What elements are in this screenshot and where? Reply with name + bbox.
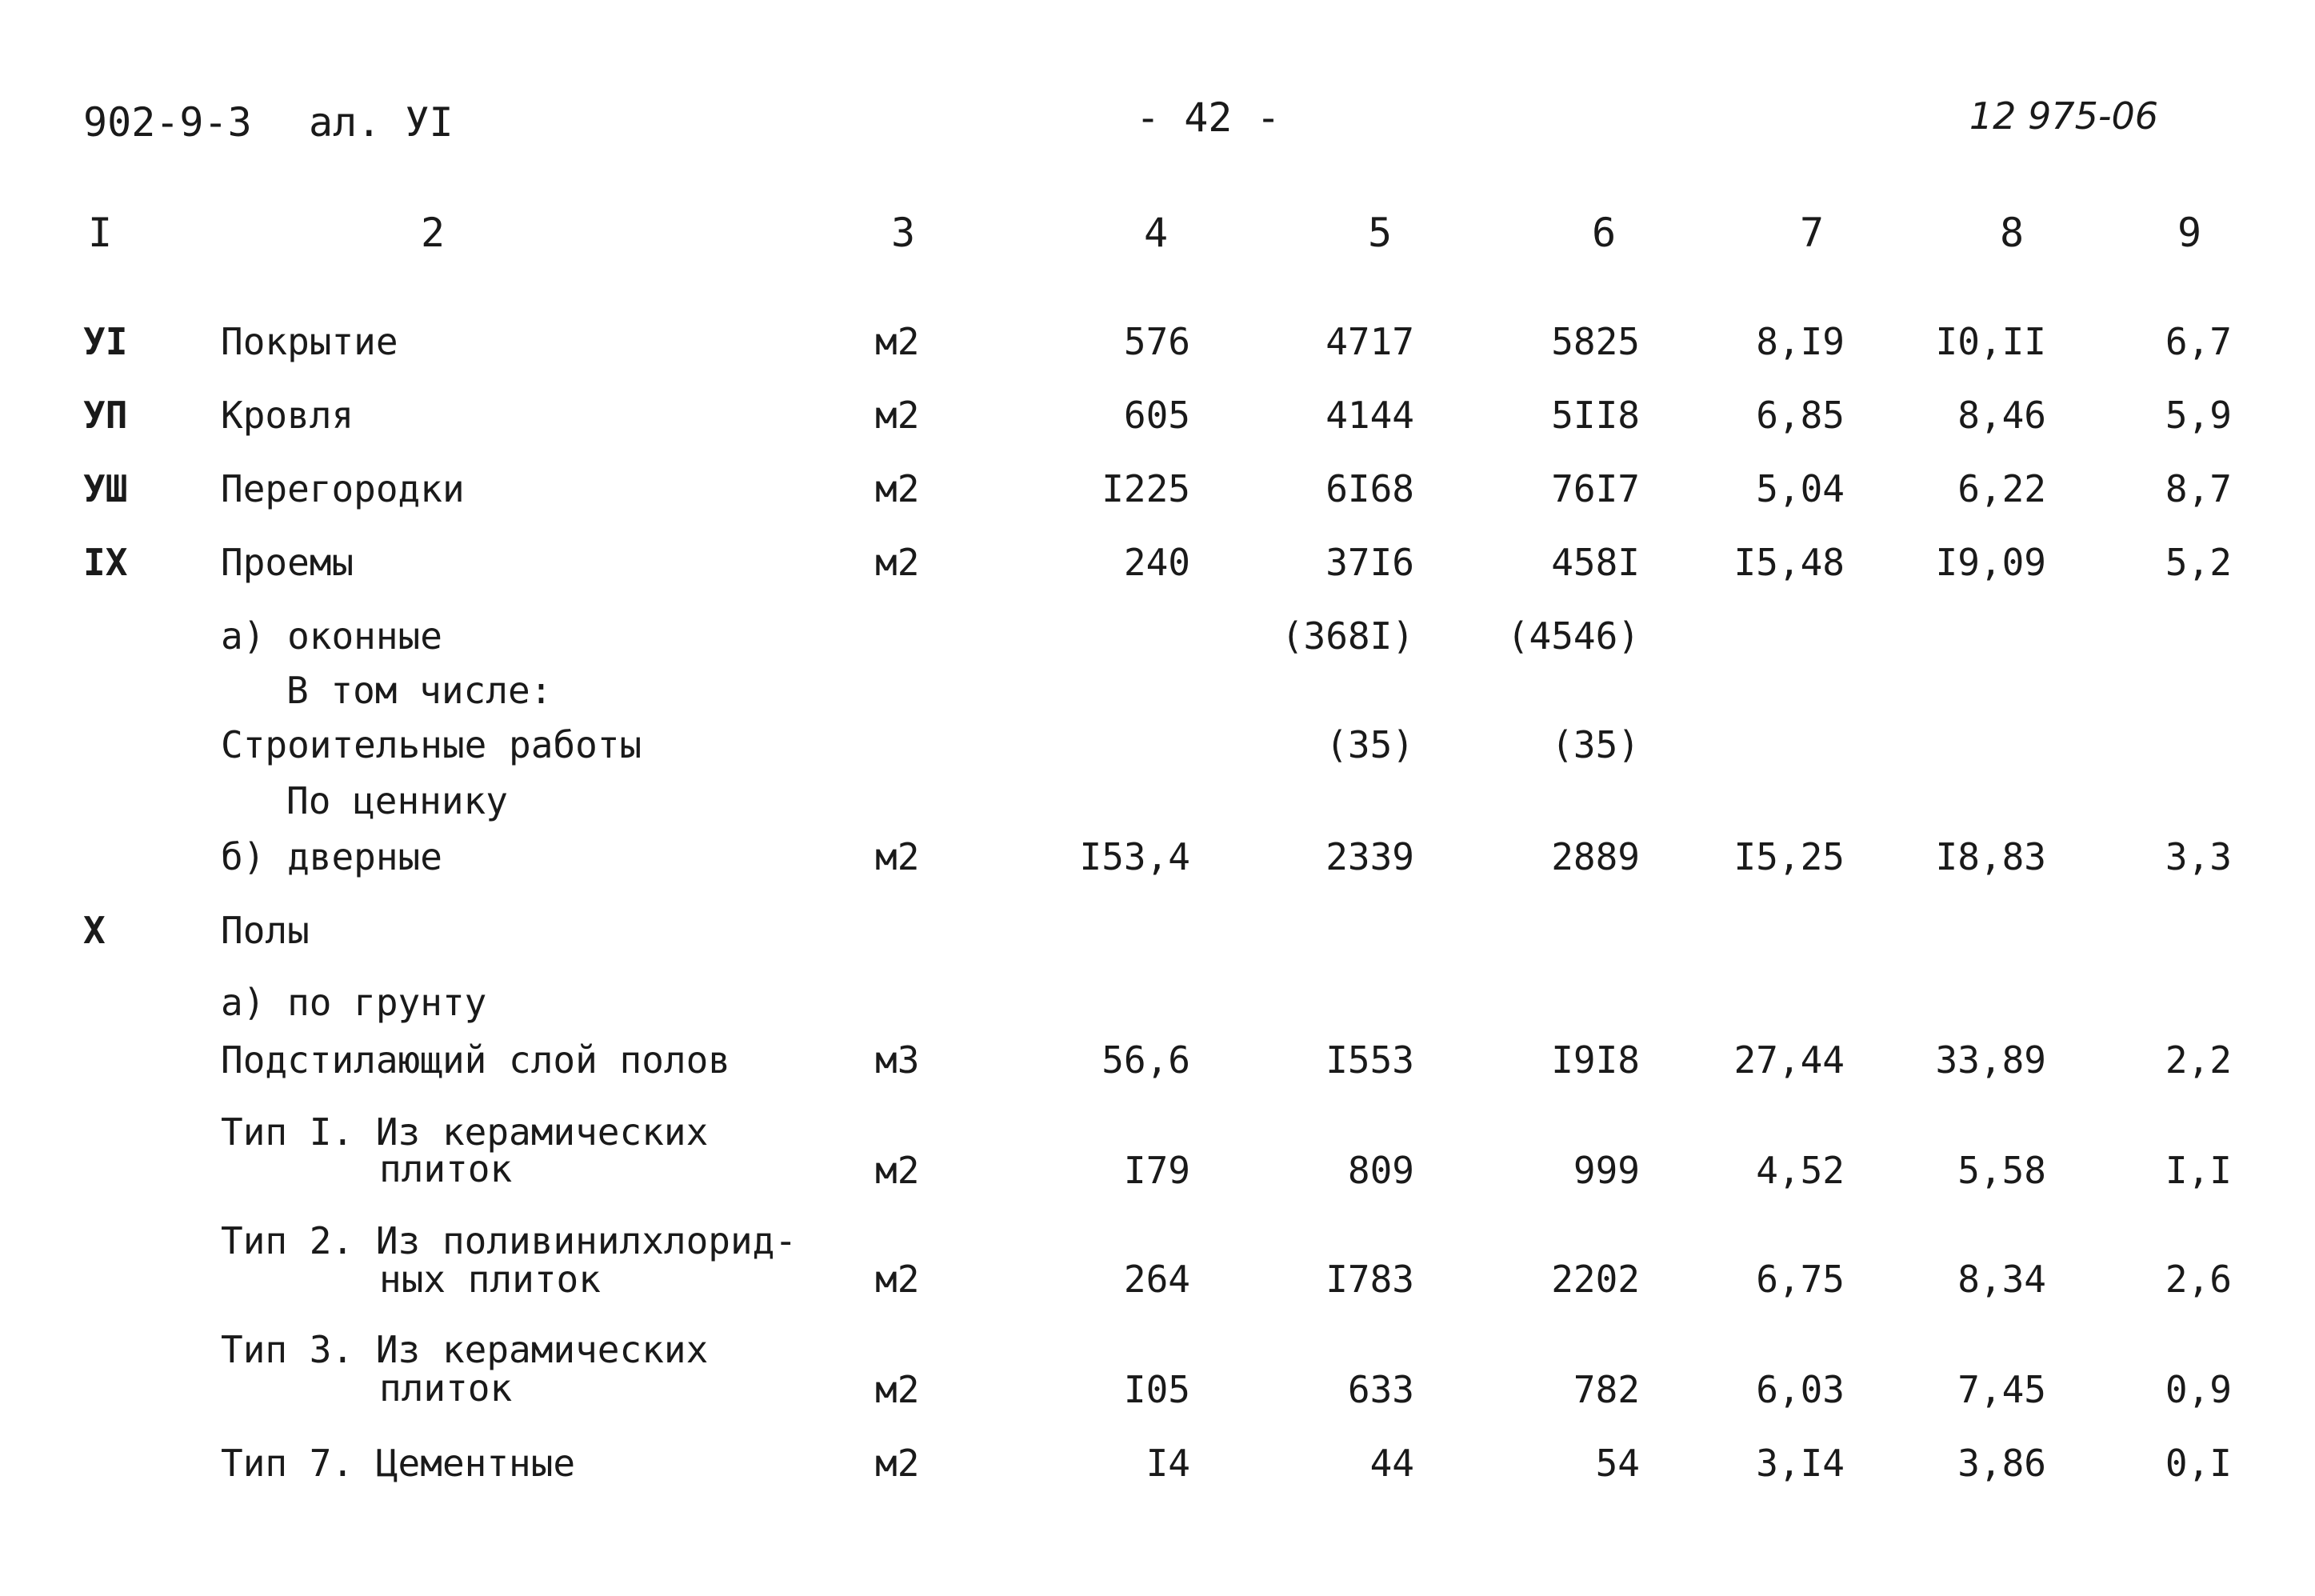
row-name: Полы (221, 909, 310, 952)
row-quantity: I225 (1102, 467, 1190, 510)
row-unit: м2 (875, 541, 920, 584)
row-col7: I5,48 (1733, 541, 1845, 584)
row-unit: м2 (875, 1368, 920, 1411)
row-name: Перегородки (221, 467, 465, 510)
row-name-continuation: ных плиток (379, 1258, 601, 1301)
row-unit: м2 (875, 1149, 920, 1192)
row-col7: 3,I4 (1756, 1442, 1845, 1485)
row-number: УШ (83, 467, 128, 510)
row-unit: м2 (875, 1442, 920, 1485)
row-col7: 8,I9 (1756, 320, 1845, 363)
row-col7: 6,03 (1756, 1368, 1845, 1411)
row-col8: 3,86 (1957, 1442, 2046, 1485)
row-quantity: I53,4 (1079, 835, 1190, 878)
row-col5: 44 (1369, 1442, 1414, 1485)
row-name: Тип 2. Из поливинилхлорид- (221, 1219, 798, 1262)
row-col8: I8,83 (1935, 835, 2046, 878)
row-name: По ценнику (286, 779, 508, 822)
row-col5: 4144 (1325, 394, 1414, 437)
row-name: Подстилающий слой полов (221, 1038, 730, 1082)
row-col8: 33,89 (1935, 1038, 2046, 1082)
row-quantity: 56,6 (1102, 1038, 1190, 1082)
row-name: б) дверные (221, 835, 442, 878)
row-col5: 633 (1347, 1368, 1414, 1411)
row-col9: I,I (2165, 1149, 2232, 1192)
column-number-7: 7 (1800, 210, 1825, 256)
row-col7: 5,04 (1756, 467, 1845, 510)
row-col6: 999 (1573, 1149, 1640, 1192)
row-col6: 54 (1595, 1442, 1640, 1485)
row-number: IX (83, 541, 128, 584)
row-col9: 2,2 (2165, 1038, 2232, 1082)
row-col6: (4546) (1506, 614, 1640, 658)
row-col9: 8,7 (2165, 467, 2232, 510)
row-name: Кровля (221, 394, 354, 437)
row-name: Тип 3. Из керамических (221, 1328, 709, 1371)
row-quantity: 264 (1123, 1258, 1190, 1301)
row-col7: 6,75 (1756, 1258, 1845, 1301)
row-col5: (35) (1325, 723, 1414, 766)
column-number-9: 9 (2177, 210, 2202, 256)
row-col9: 3,3 (2165, 835, 2232, 878)
row-name-continuation: плиток (379, 1147, 513, 1190)
album-number: ал. УI (309, 99, 454, 146)
row-col8: 6,22 (1957, 467, 2046, 510)
row-col5: 37I6 (1325, 541, 1414, 584)
row-col7: I5,25 (1733, 835, 1845, 878)
row-col6: I9I8 (1551, 1038, 1640, 1082)
row-col8: I9,09 (1935, 541, 2046, 584)
row-col9: 5,9 (2165, 394, 2232, 437)
page-number: - 42 - (1136, 94, 1281, 141)
row-name: а) по грунту (221, 981, 487, 1024)
row-name: Тип I. Из керамических (221, 1110, 709, 1154)
row-name: Строительные работы (221, 723, 642, 766)
row-name: Тип 7. Цементные (221, 1442, 576, 1485)
row-col6: 5II8 (1551, 394, 1640, 437)
row-col9: 6,7 (2165, 320, 2232, 363)
row-unit: м2 (875, 835, 920, 878)
row-col6: 2202 (1551, 1258, 1640, 1301)
column-number-3: 3 (891, 210, 916, 256)
row-number: УП (83, 394, 128, 437)
row-col9: 5,2 (2165, 541, 2232, 584)
row-col8: 8,46 (1957, 394, 2046, 437)
row-name: Проемы (221, 541, 354, 584)
row-quantity: 576 (1123, 320, 1190, 363)
row-col8: 8,34 (1957, 1258, 2046, 1301)
row-col8: I0,II (1935, 320, 2046, 363)
row-col6: 5825 (1551, 320, 1640, 363)
column-number-2: 2 (421, 210, 446, 256)
row-quantity: I4 (1146, 1442, 1190, 1485)
column-number-6: 6 (1592, 210, 1617, 256)
row-col5: I783 (1325, 1258, 1414, 1301)
row-col5: 2339 (1325, 835, 1414, 878)
row-col7: 6,85 (1756, 394, 1845, 437)
column-number-4: 4 (1144, 210, 1169, 256)
row-name: Покрытие (221, 320, 398, 363)
row-number: УI (83, 320, 128, 363)
row-col9: 2,6 (2165, 1258, 2232, 1301)
row-col5: I553 (1325, 1038, 1414, 1082)
row-col7: 4,52 (1756, 1149, 1845, 1192)
row-name: а) оконные (221, 614, 442, 658)
column-number-5: 5 (1368, 210, 1393, 256)
row-number: X (83, 909, 106, 952)
row-name-continuation: плиток (379, 1366, 513, 1410)
row-col6: 458I (1551, 541, 1640, 584)
document-code: 902-9-3 (83, 99, 252, 146)
row-col9: 0,I (2165, 1442, 2232, 1485)
row-quantity: I79 (1123, 1149, 1190, 1192)
inventory-number: 12 975-06 (1969, 94, 2158, 138)
row-name: В том числе: (286, 669, 553, 712)
row-unit: м2 (875, 467, 920, 510)
row-unit: м2 (875, 320, 920, 363)
row-quantity: I05 (1123, 1368, 1190, 1411)
row-col5: (368I) (1281, 614, 1414, 658)
row-col5: 809 (1347, 1149, 1414, 1192)
row-col8: 5,58 (1957, 1149, 2046, 1192)
row-quantity: 240 (1123, 541, 1190, 584)
row-col7: 27,44 (1733, 1038, 1845, 1082)
row-col6: 76I7 (1551, 467, 1640, 510)
row-quantity: 605 (1123, 394, 1190, 437)
row-col6: 782 (1573, 1368, 1640, 1411)
row-col5: 6I68 (1325, 467, 1414, 510)
column-number-1: I (88, 210, 113, 256)
row-col5: 4717 (1325, 320, 1414, 363)
row-unit: м2 (875, 1258, 920, 1301)
row-unit: м3 (875, 1038, 920, 1082)
column-number-8: 8 (2000, 210, 2025, 256)
row-col6: (35) (1551, 723, 1640, 766)
row-unit: м2 (875, 394, 920, 437)
row-col9: 0,9 (2165, 1368, 2232, 1411)
row-col8: 7,45 (1957, 1368, 2046, 1411)
row-col6: 2889 (1551, 835, 1640, 878)
